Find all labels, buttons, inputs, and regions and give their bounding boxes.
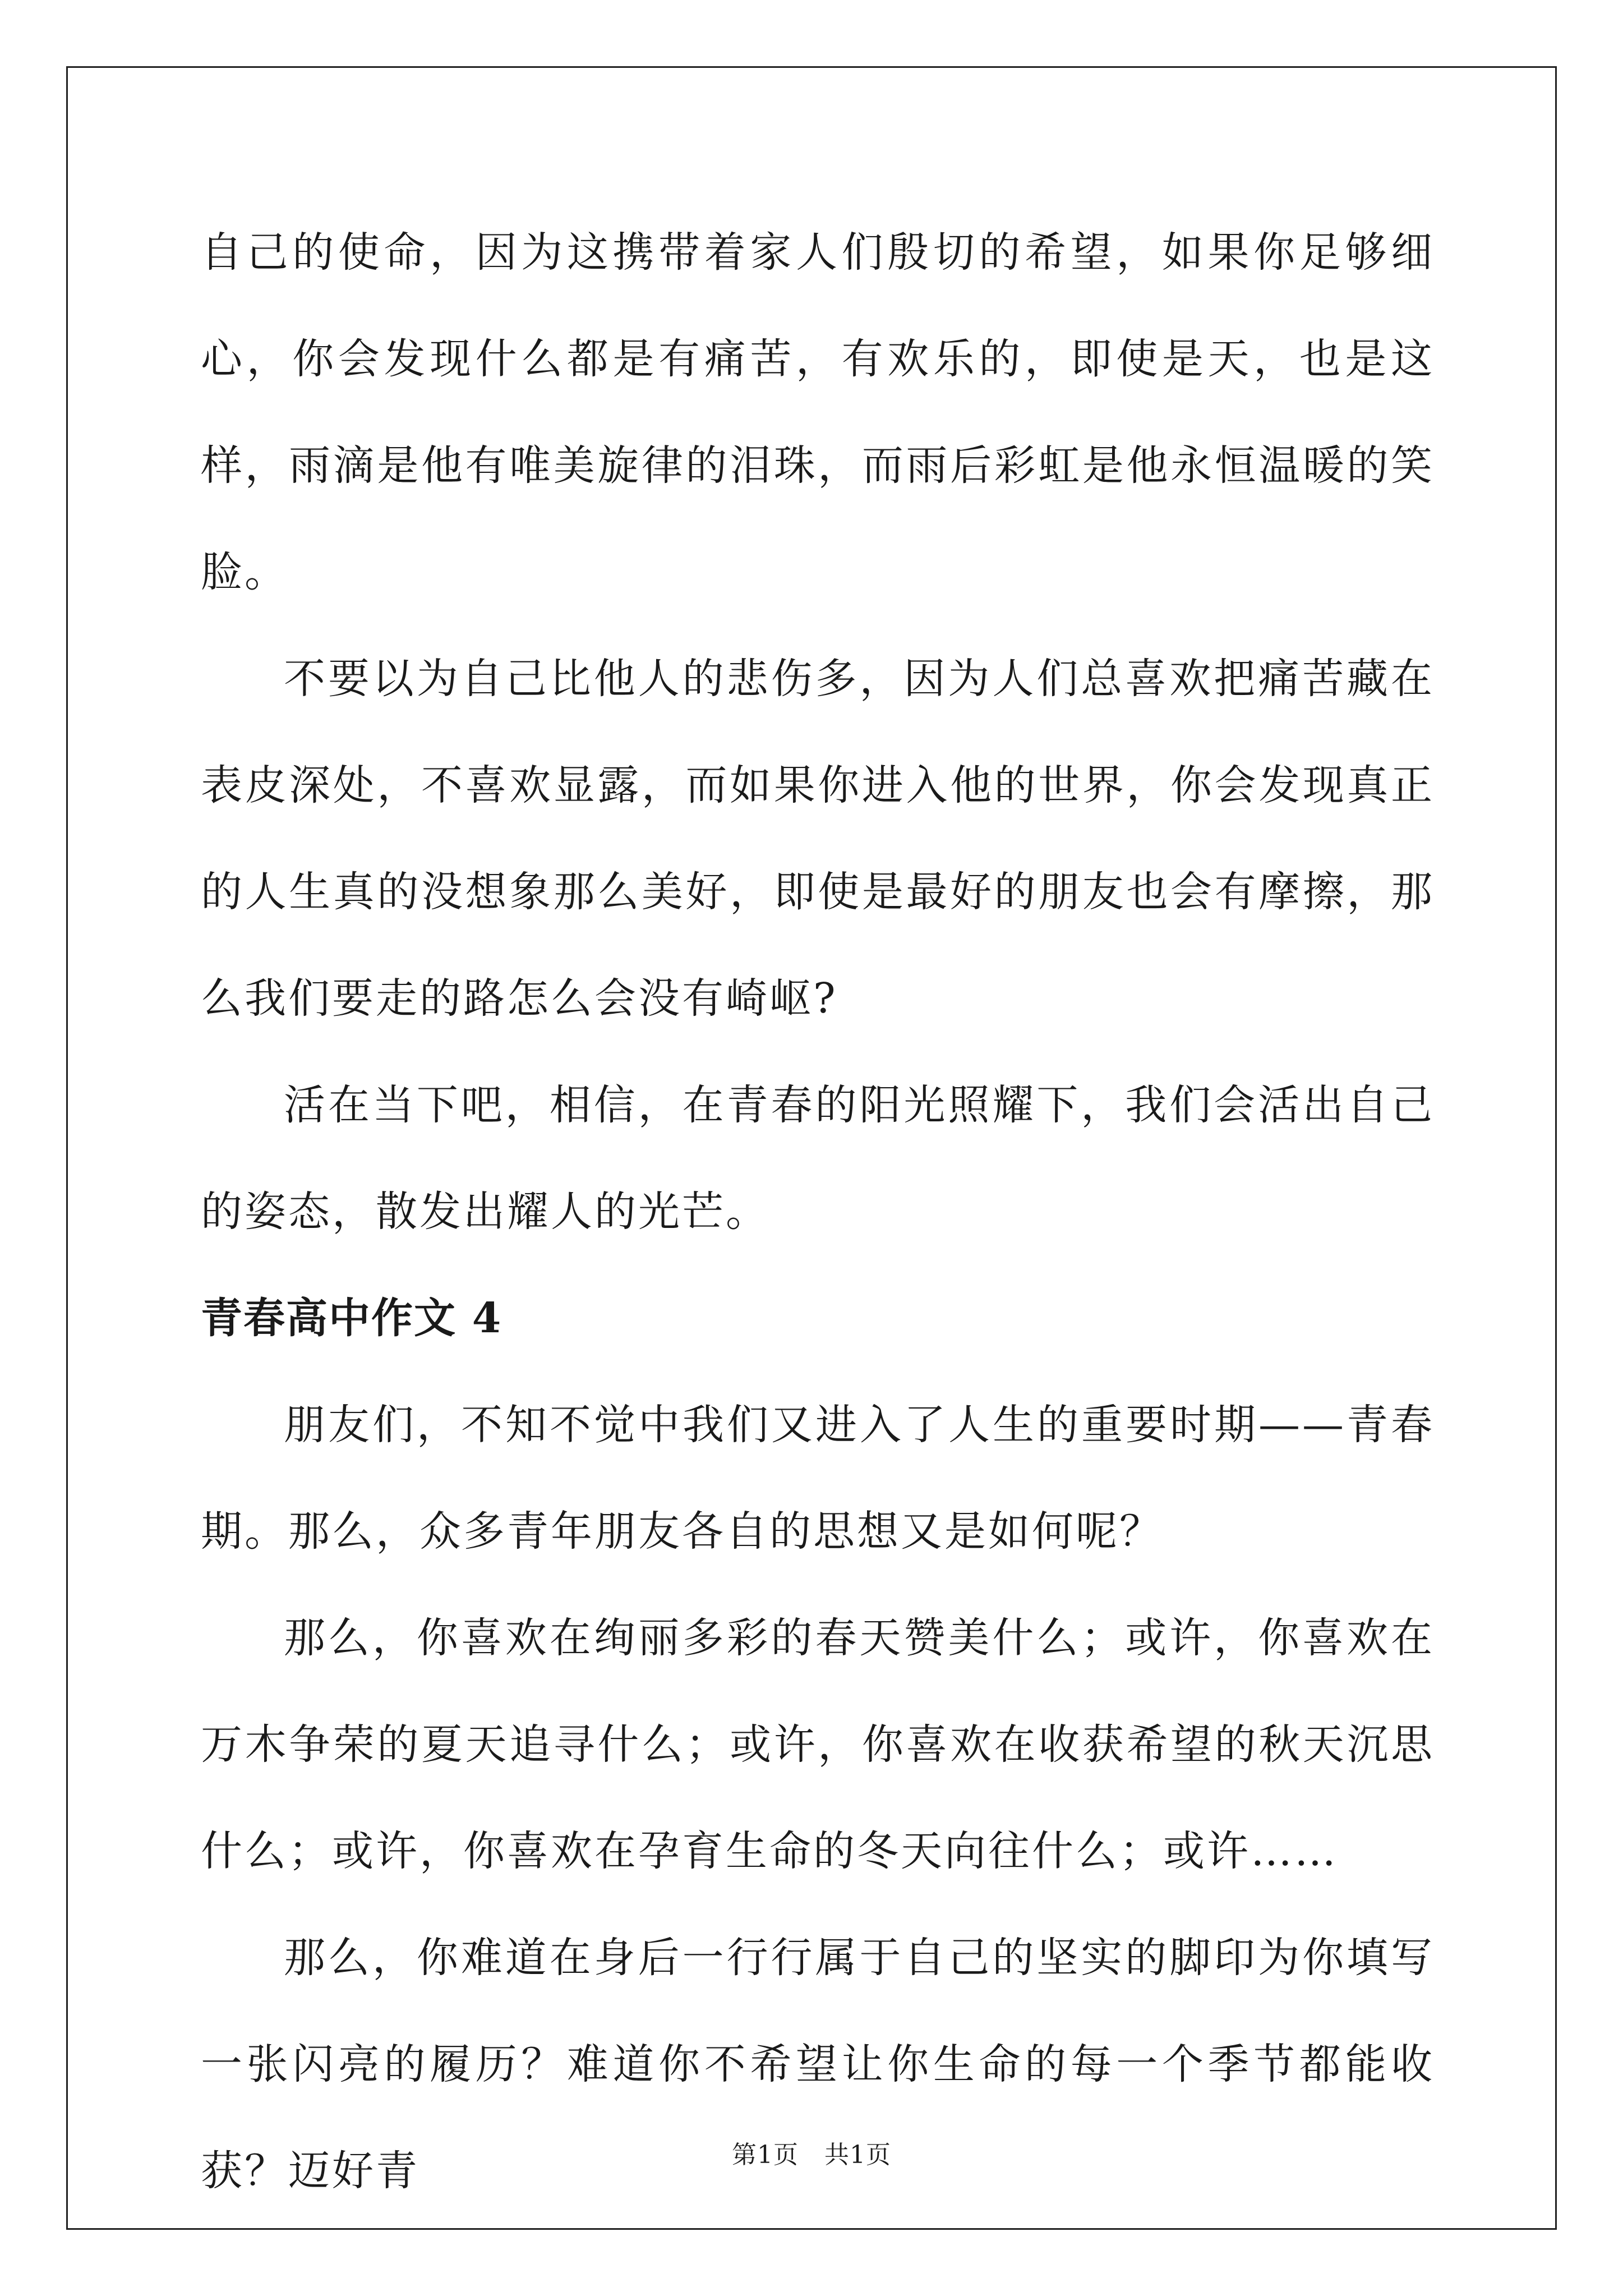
page-total: 共1页 (824, 2141, 891, 2169)
paragraph-1: 自己的使命，因为这携带着家人们殷切的希望，如果你足够细心，你会发现什么都是有痛苦，有欢乐的，即使是天，也是这样，雨滴是他有唯美旋律的泪珠，而雨后彩虹是他永恒温暖的笑脸。 (201, 228, 1435, 596)
paragraph-3: 活在当下吧，相信，在青春的阳光照耀下，我们会活出自己的姿态，散发出耀人的光芒。 (201, 1081, 1435, 1236)
section-paragraph-3: 那么，你难道在身后一行行属于自己的坚实的脚印为你填写一张闪亮的履历？难道你不希望让你生命的每一个季节都能收获？迈好青 (201, 1934, 1435, 2195)
document-body (201, 199, 1435, 2224)
page-footer (0, 2134, 1623, 2170)
paragraph-2: 不要以为自己比他人的悲伤多，因为人们总喜欢把痛苦藏在表皮深处，不喜欢显露，而如果你进入他的世界，你会发现真正的人生真的没想象那么美好，即使是最好的朋友也会有摩擦，那么我们要走的路怎么会没有崎岖? (201, 655, 1435, 1023)
section-paragraph-2: 那么，你喜欢在绚丽多彩的春天赞美什么；或许，你喜欢在万木争荣的夏天追寻什么；或许，你喜欢在收获希望的秋天沉思什么；或许，你喜欢在孕育生命的冬天向往什么；或许…… (201, 1614, 1435, 1875)
page-number: 第1页 (732, 2141, 799, 2169)
section-heading: 青春高中作文 4 (201, 1294, 502, 1342)
section-paragraph-1: 朋友们，不知不觉中我们又进入了人生的重要时期——青春期。那么，众多青年朋友各自的思想又是如何呢？ (201, 1401, 1435, 1556)
